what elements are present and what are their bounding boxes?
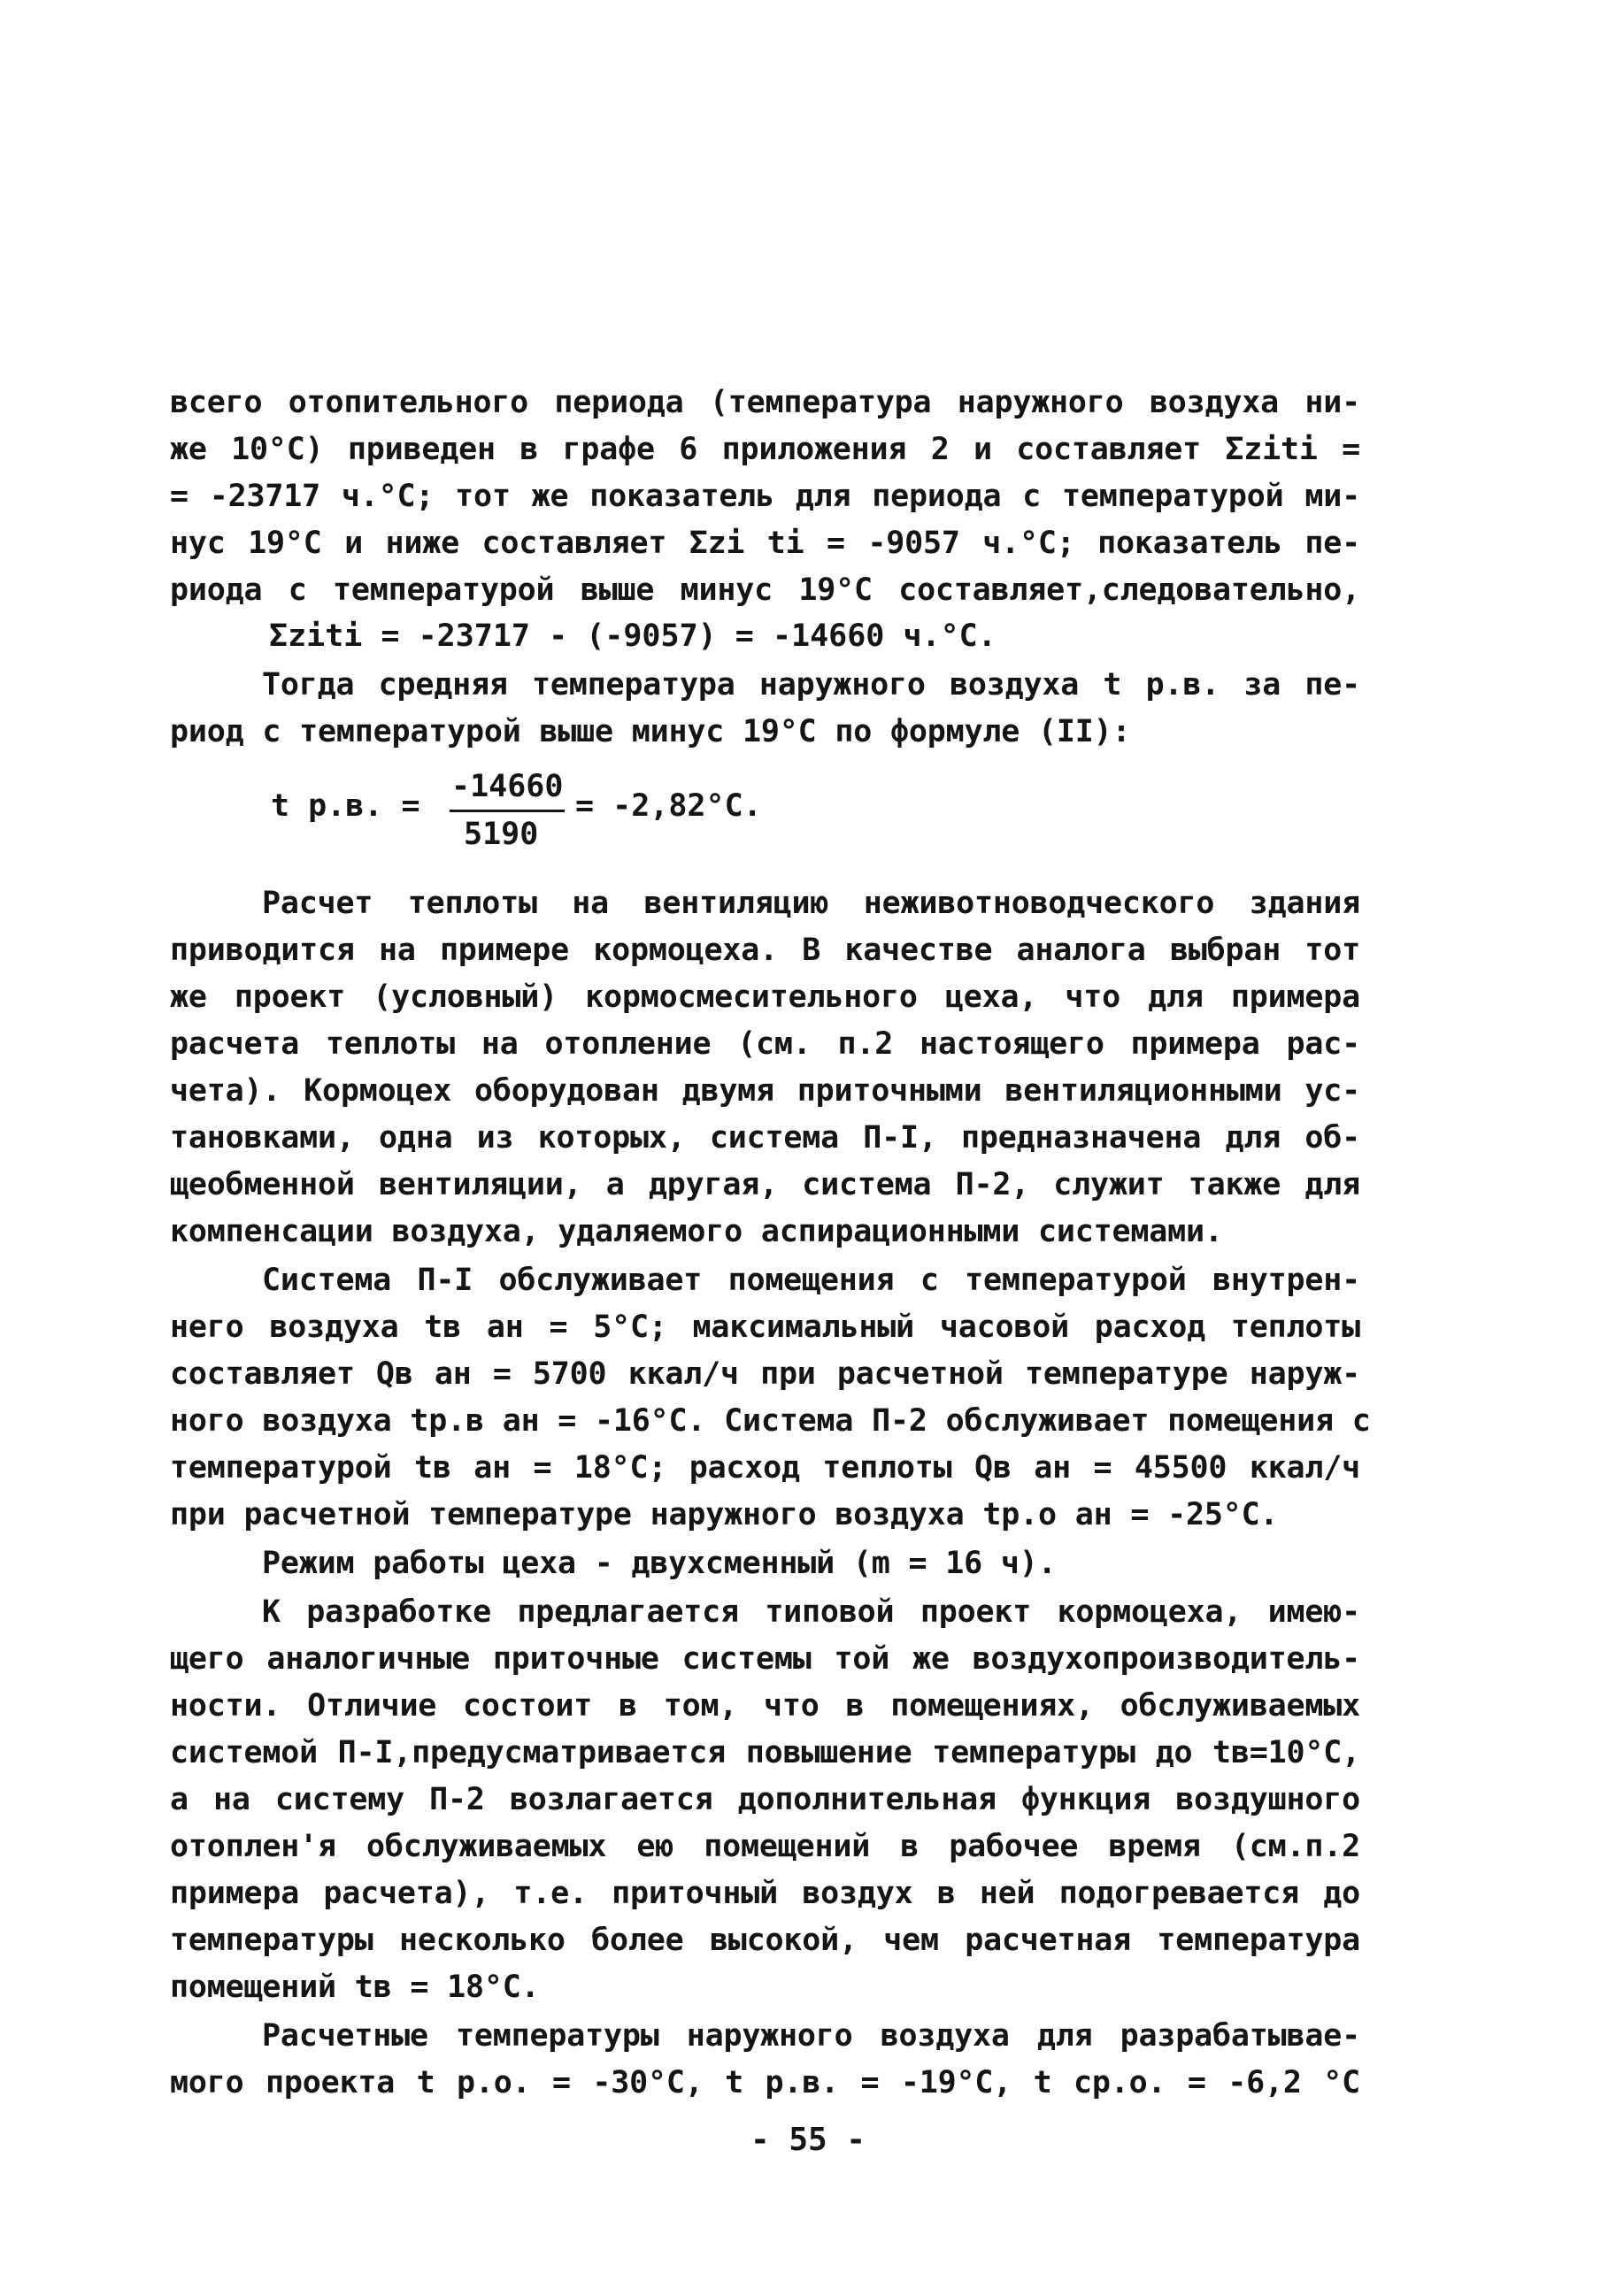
text-line: при расчетной температуре наружного воздуха tр.о ан = -25°С. [170,1497,1279,1532]
formula-lhs: t р.в. = [271,788,420,824]
text-line: К разработке предлагается типовой проект кормоцеха, имею- [262,1594,1360,1630]
text-line: Система П-I обслуживает помещения с температурой внутрен- [262,1263,1360,1298]
text-line: температуры несколько более высокой, чем расчетная температура [170,1923,1360,1958]
text-line: приводится на примере кормоцеха. В качестве аналога выбран тот [170,933,1360,968]
text-line: же проект (условный) кормосмесительного цеха, что для примера [170,979,1360,1015]
text-line: составляет Qв ан = 5700 ккал/ч при расчетной температуре наруж- [170,1356,1360,1392]
text-line: всего отопительного периода (температура наружного воздуха ни- [170,385,1360,420]
text-line: же 10°С) приведен в графе 6 приложения 2 и составляет Σziti = [170,432,1360,467]
equation-sum: Σziti = -23717 - (-9057) = -14660 ч.°С. [269,618,997,654]
text-line: риода с температурой выше минус 19°С составляет,следовательно, [170,572,1360,608]
text-line: мого проекта t р.о. = -30°С, t р.в. = -19°С, t ср.о. = -6,2 °С [170,2065,1360,2100]
formula-numerator: -14660 [451,769,564,804]
text-line: системой П-I,предусматривается повышение температуры до tв=10°С, [170,1735,1360,1770]
text-line: = -23717 ч.°С; тот же показатель для периода с температурой ми- [170,479,1360,514]
text-line: риод с температурой выше минус 19°С по формуле (II): [170,714,1131,749]
text-line: Расчет теплоты на вентиляцию неживотноводческого здания [262,886,1360,921]
text-line: Расчетные температуры наружного воздуха для разрабатывае- [262,2018,1360,2054]
text-line: ности. Отличие состоит в том, что в помещениях, обслуживаемых [170,1688,1360,1724]
page-number: - 55 - [750,2122,866,2158]
text-line: щего аналогичные приточные системы той же воздухопроизводитель- [170,1641,1360,1677]
text-line: примера расчета), т.е. приточный воздух в ней подогревается до [170,1876,1360,1911]
text-line: него воздуха tв ан = 5°С; максимальный часовой расход теплоты [170,1309,1360,1345]
text-line: расчета теплоты на отопление (см. п.2 настоящего примера рас- [170,1026,1360,1062]
text-line: щеобменной вентиляции, а другая, система П-2, служит также для [170,1167,1360,1202]
text-line: чета). Кормоцех оборудован двумя приточными вентиляционными ус- [170,1073,1360,1109]
formula-rhs: = -2,82°С. [575,788,762,824]
text-line: а на систему П-2 возлагается дополнительная функция воздушного [170,1782,1360,1817]
text-line: компенсации воздуха, удаляемого аспирационными системами. [170,1214,1223,1249]
text-line: ного воздуха tр.в ан = -16°С. Система П-2 обслуживает помещения с [170,1403,1371,1439]
text-line: помещений tв = 18°С. [170,1970,540,2005]
text-line: тановками, одна из которых, система П-I, предназначена для об- [170,1120,1360,1156]
text-line: Тогда средняя температура наружного воздуха t р.в. за пе- [262,667,1360,703]
text-line: Режим работы цеха - двухсменный (m = 16 ч). [262,1546,1057,1581]
text-line: температурой tв ан = 18°С; расход теплоты Qв ан = 45500 ккал/ч [170,1450,1360,1486]
text-line: нус 19°С и ниже составляет Σzi ti = -9057 ч.°С; показатель пе- [170,526,1360,561]
formula-denominator: 5190 [464,817,539,852]
text-line: отоплен'я обслуживаемых ею помещений в рабочее время (см.п.2 [170,1829,1360,1864]
